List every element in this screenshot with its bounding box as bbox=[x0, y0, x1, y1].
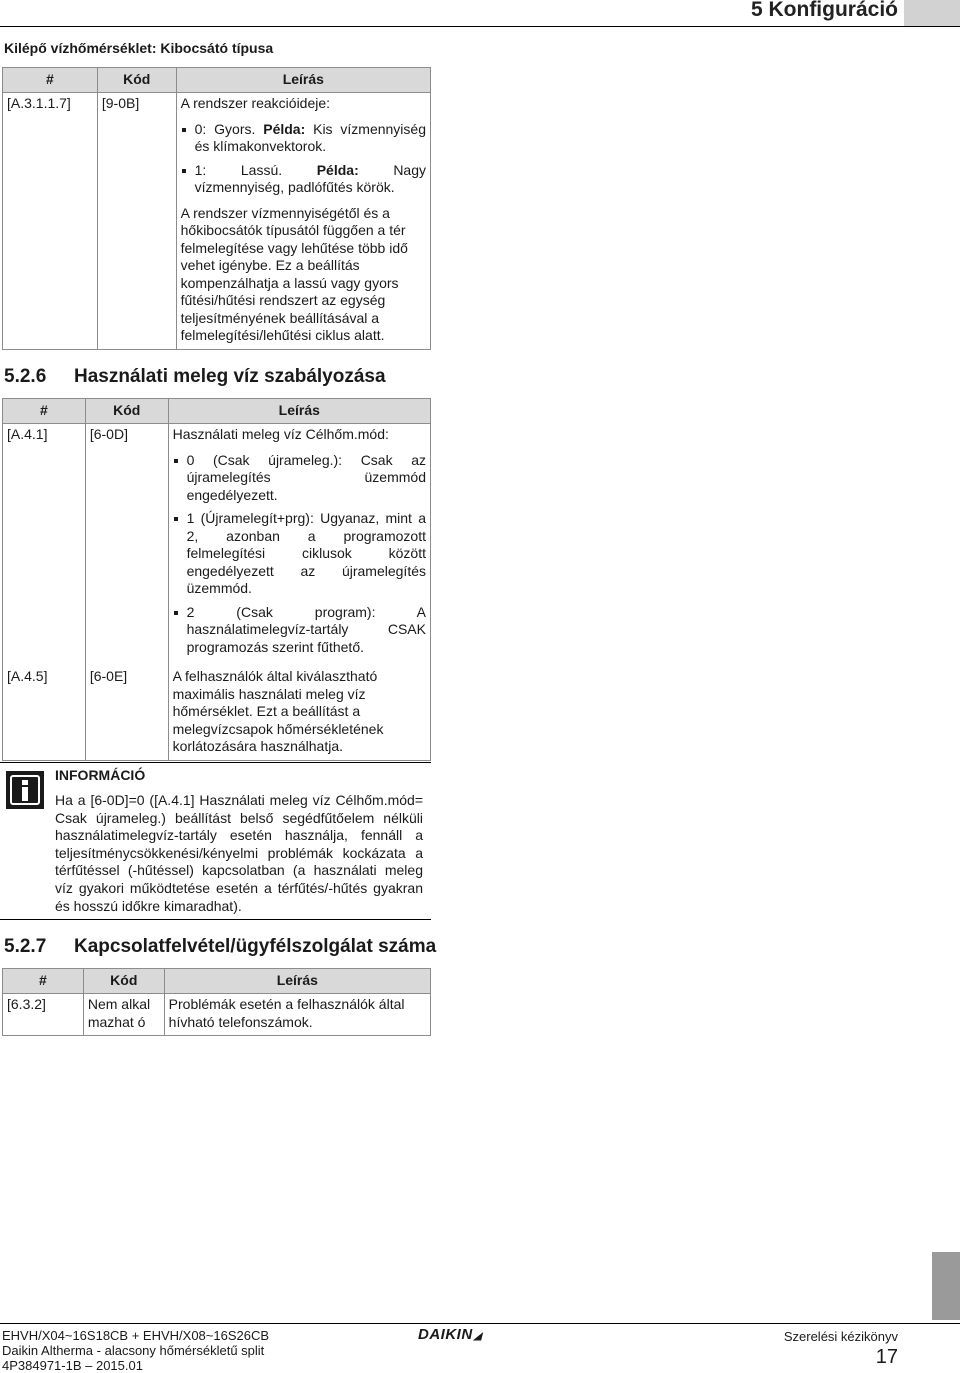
footer-divider bbox=[0, 1323, 960, 1324]
table-header-row bbox=[3, 969, 431, 994]
option-list bbox=[173, 452, 426, 657]
cell-desc: A felhasználók által kiválasztható maximális használati meleg víz hőmérséklet. Ezt a beállítást a melegvízcsapok hőmérsékletének korlátozására használhatja. bbox=[168, 666, 430, 760]
header-tab-marker bbox=[904, 0, 960, 26]
table-row bbox=[3, 424, 431, 667]
desc-paragraph: A rendszer vízmennyiségétől és a hőkibocsátók típusától függően a tér felmelegítése vagy lehűtése több idő vehet igénybe. Ez a beállítás kompenzálhatja a lassú vagy gyors fűtési/hűtési rendszert az egység teljesítményének beállításával a felmelegítési/lehűtési ciklus alatt. bbox=[180, 204, 408, 343]
example-label: Példa: bbox=[263, 120, 306, 137]
option-text: Kis vízmennyiség és klímakonvektorok. bbox=[194, 120, 426, 154]
desc-title: Használati meleg víz Célhőm.mód: bbox=[172, 426, 389, 442]
section-title: Kapcsolatfelvétel/ügyfélszolgálat száma bbox=[74, 936, 437, 957]
section-heading-527 bbox=[4, 936, 436, 958]
contact-table bbox=[2, 968, 431, 1036]
section-number: 5.2.6 bbox=[4, 366, 47, 387]
cell-desc bbox=[176, 93, 430, 350]
footer-doc-info bbox=[2, 1328, 269, 1373]
info-text: Ha a [6-0D]=0 ([A.4.1] Használati meleg víz Célhőm.mód= Csak újrameleg.) beállítást belső segédfűtőelem nélküli használatimelegvíz-tartály esetén használja, fennáll a teljesítménycsökkenési/kényelmi problémák kockázata a térfűtéssel (-hűtéssel) kapcsolatban (a használati meleg víz gyakori működtetése esetén a térfűtés/-hűtés gyakran és hosszú időkre kimaradhat). bbox=[55, 792, 423, 914]
option-prefix: 0: Gyors. bbox=[194, 120, 264, 137]
cell-code: [6-0E] bbox=[85, 666, 168, 760]
list-item: 2 (Csak program): A használatimelegvíz-tartály CSAK programozás szerint fűthető. bbox=[173, 604, 426, 657]
table-row bbox=[3, 994, 431, 1036]
section-number: 5.2.7 bbox=[4, 936, 47, 957]
dhw-control-table bbox=[2, 398, 431, 761]
example-label: Példa: bbox=[316, 161, 359, 178]
footer-product: Daikin Altherma - alacsony hőmérsékletű split bbox=[2, 1343, 265, 1358]
option-prefix: 1: Lassú. bbox=[194, 161, 317, 178]
list-item bbox=[181, 121, 426, 156]
chapter-title: 5 Konfiguráció bbox=[750, 0, 898, 21]
col-header-code: Kód bbox=[97, 68, 176, 93]
cell-hash: [6.3.2] bbox=[3, 994, 84, 1036]
footer-manual-title: Szerelési kézikönyv bbox=[783, 1329, 898, 1344]
page-number: 17 bbox=[875, 1346, 898, 1368]
col-header-hash: # bbox=[3, 969, 84, 994]
page-header bbox=[0, 0, 960, 27]
section-heading-526 bbox=[4, 366, 386, 388]
daikin-logo: DAIKIN◢ bbox=[418, 1326, 482, 1343]
section-subtitle: Kilépő vízhőmérséklet: Kibocsátó típusa bbox=[4, 40, 274, 56]
table-row bbox=[3, 93, 431, 350]
col-header-desc: Leírás bbox=[168, 399, 430, 424]
option-text: Nagy vízmennyiség, padlófűtés körök. bbox=[194, 161, 426, 195]
cell-hash: [A.4.1] bbox=[3, 424, 86, 667]
section-title: Használati meleg víz szabályozása bbox=[74, 366, 386, 387]
cell-hash: [A.3.1.1.7] bbox=[3, 93, 98, 350]
desc-title: A rendszer reakcióideje: bbox=[180, 95, 331, 111]
table-row bbox=[3, 666, 431, 760]
page-edge-marker bbox=[932, 1252, 960, 1320]
info-icon bbox=[6, 771, 44, 809]
info-title: INFORMÁCIÓ bbox=[55, 767, 146, 783]
cell-code: [9-0B] bbox=[97, 93, 176, 350]
reaction-time-table bbox=[2, 67, 431, 350]
list-item: 1 (Újramelegít+prg): Ugyanaz, mint a 2, azonban a programozott felmelegítési ciklusok között engedélyezett az újramelegítés üzemmód. bbox=[173, 510, 426, 598]
col-header-code: Kód bbox=[83, 969, 164, 994]
option-list bbox=[181, 121, 426, 197]
info-note bbox=[0, 762, 431, 920]
footer-model: EHVH/X04~16S18CB + EHVH/X08~16S26CB bbox=[2, 1328, 270, 1343]
footer-doc-code: 4P384971-1B – 2015.01 bbox=[2, 1358, 143, 1373]
cell-desc bbox=[168, 424, 430, 667]
cell-desc: Problémák esetén a felhasználók által hívható telefonszámok. bbox=[164, 994, 430, 1036]
col-header-desc: Leírás bbox=[176, 68, 430, 93]
list-item: 0 (Csak újrameleg.): Csak az újramelegítés üzemmód engedélyezett. bbox=[173, 452, 426, 505]
col-header-desc: Leírás bbox=[164, 969, 430, 994]
cell-code: [6-0D] bbox=[85, 424, 168, 667]
cell-hash: [A.4.5] bbox=[3, 666, 86, 760]
col-header-hash: # bbox=[3, 399, 86, 424]
col-header-hash: # bbox=[3, 68, 98, 93]
cell-code: Nem alkalmazhat ó bbox=[83, 994, 164, 1036]
table-header-row bbox=[3, 68, 431, 93]
col-header-code: Kód bbox=[85, 399, 168, 424]
table-header-row bbox=[3, 399, 431, 424]
list-item bbox=[181, 162, 426, 197]
